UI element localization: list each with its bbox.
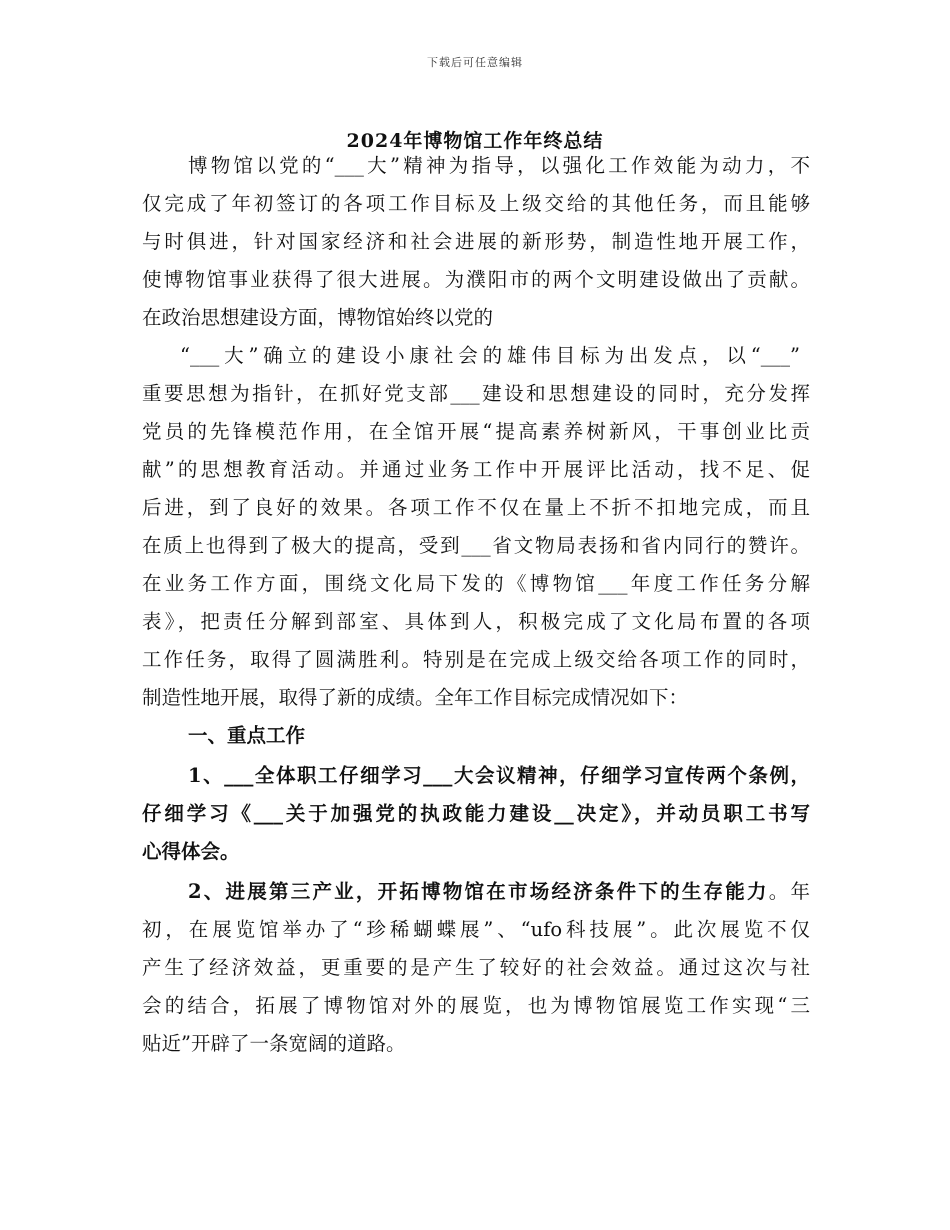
document-title: 2024年博物馆工作年终总结: [346, 130, 604, 152]
body-line-text: 仔细学习《___关于加强党的执政能力建设__决定》，并动员职工书写: [142, 802, 810, 825]
body-line-text: 博物馆以党的“___大”精神为指导，以强化工作效能为动力，不: [188, 154, 810, 177]
body-line: [0, 911, 950, 949]
body-line: [0, 451, 950, 489]
body-line: [0, 987, 950, 1025]
body-line: [0, 299, 950, 337]
body-line: [0, 603, 950, 641]
body-line-text: 表》，把责任分解到部室、具体到人，积极完成了文化局布置的各项: [142, 610, 810, 633]
body-line: [0, 873, 950, 911]
body-line-text: 一、重点工作: [188, 724, 306, 747]
body-line: [0, 489, 950, 527]
body-line-text: “___大”确立的建设小康社会的雄伟目标为出发点，以“___”: [180, 344, 800, 367]
body-line: [0, 413, 950, 451]
body-line-text: 献”的思想教育活动。并通过业务工作中开展评比活动，找不足、促: [142, 458, 810, 481]
bold-heading-text: 2、进展第三产业，开拓博物馆在市场经济条件下的生存能力: [188, 880, 769, 903]
body-line: [0, 757, 950, 795]
body-line-text: 与时俱进，针对国家经济和社会进展的新形势，制造性地开展工作，: [142, 230, 810, 253]
body-line: [0, 641, 950, 679]
body-line-text: 贴近”开辟了一条宽阔的道路。: [142, 1032, 406, 1055]
body-line-text: 心得体会。: [142, 840, 240, 863]
body-line-text: 在质上也得到了极大的提高，受到___省文物局表扬和省内同行的赞许。: [142, 534, 810, 557]
body-line-rest: 。年: [768, 880, 810, 903]
body-line-text: 仅完成了年初签订的各项工作目标及上级交给的其他任务，而且能够: [142, 192, 810, 215]
body-line-text: 1、___全体职工仔细学习___大会议精神，仔细学习宣传两个条例，: [188, 764, 810, 787]
body-line: [0, 833, 950, 871]
body-line: [0, 527, 950, 565]
page-header-note: 下载后可任意编辑: [427, 56, 523, 69]
body-line: [0, 949, 950, 987]
body-line-text: 使博物馆事业获得了很大进展。为濮阳市的两个文明建设做出了贡献。: [142, 268, 810, 291]
body-line: [0, 261, 950, 299]
body-line-text: 重要思想为指针，在抓好党支部___建设和思想建设的同时，充分发挥: [142, 382, 810, 405]
body-line: [0, 717, 950, 755]
body-line: [0, 679, 950, 717]
body-line: [0, 185, 950, 223]
body-line-text: 产生了经济效益，更重要的是产生了较好的社会效益。通过这次与社: [142, 956, 810, 979]
body-line: [0, 337, 950, 375]
body-line-text: 工作任务，取得了圆满胜利。特别是在完成上级交给各项工作的同时，: [142, 648, 810, 671]
body-line: [0, 795, 950, 833]
body-line-text: [188, 873, 810, 911]
body-line: [0, 223, 950, 261]
body-line: [0, 565, 950, 603]
body-line-text: 在政治思想建设方面，博物馆始终以党的: [142, 306, 494, 329]
body-line-text: 会的结合，拓展了博物馆对外的展览，也为博物馆展览工作实现“三: [142, 994, 810, 1017]
body-line-text: 后进，到了良好的效果。各项工作不仅在量上不折不扣地完成，而且: [142, 496, 810, 519]
body-line: [0, 147, 950, 185]
body-line-text: 党员的先锋模范作用，在全馆开展“提高素养树新风，干事创业比贡: [142, 420, 810, 443]
body-line: [0, 1025, 950, 1063]
body-line-text: 初，在展览馆举办了“珍稀蝴蝶展”、“ufo科技展”。此次展览不仅: [142, 918, 810, 941]
body-line-text: 制造性地开展，取得了新的成绩。全年工作目标完成情况如下：: [142, 686, 689, 709]
body-line-text: 在业务工作方面，围绕文化局下发的《博物馆___年度工作任务分解: [142, 572, 810, 595]
body-line: [0, 375, 950, 413]
